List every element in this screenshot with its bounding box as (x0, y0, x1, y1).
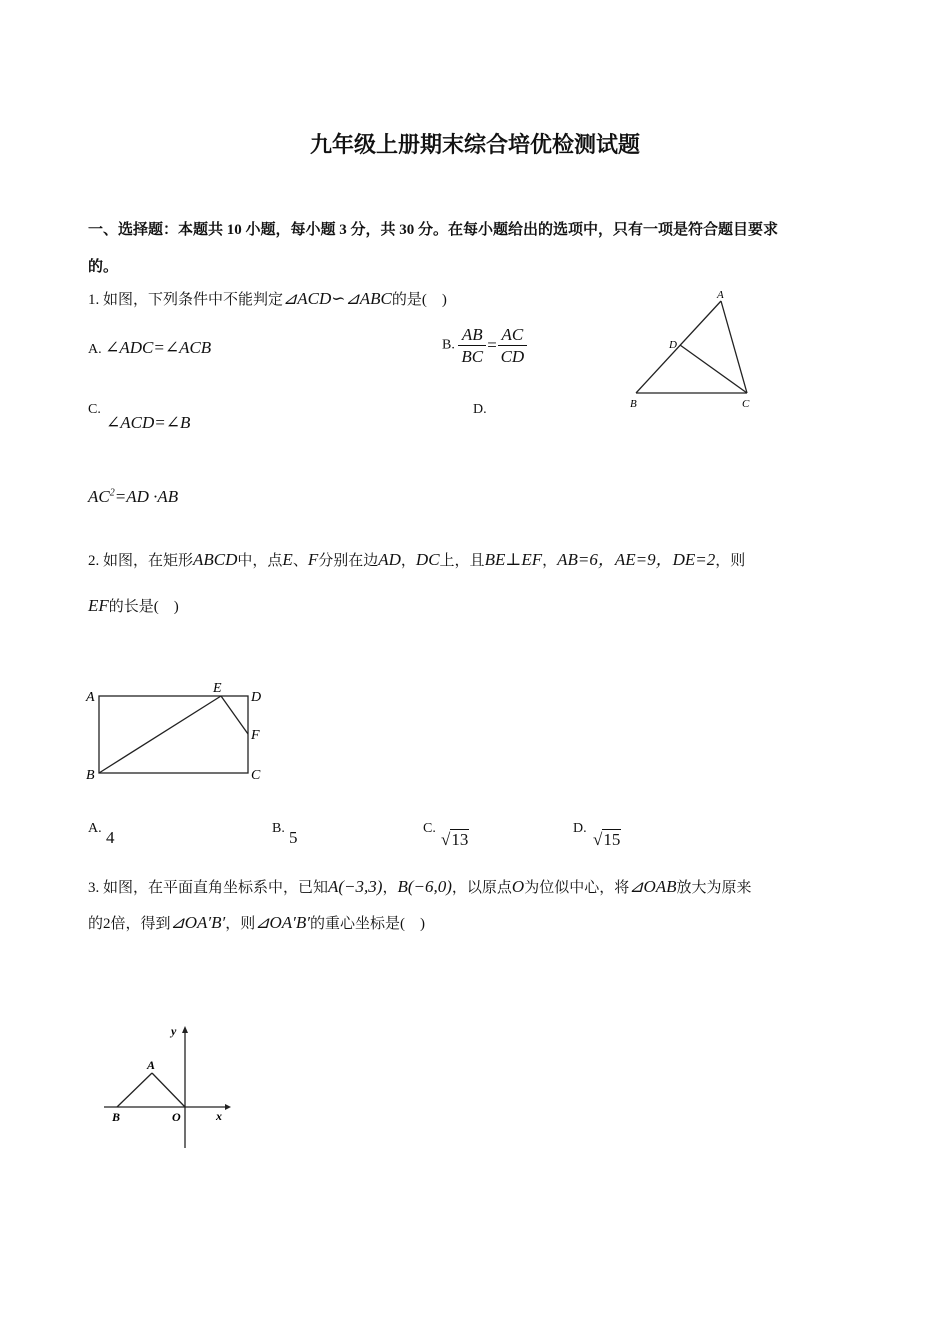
text: 3. 如图，在平面直角坐标系中，已知 (88, 880, 329, 896)
segment-ao (152, 1073, 185, 1107)
q2-stem-line1 (88, 545, 745, 570)
math-base: AC (88, 487, 110, 506)
q1-option-b[interactable] (442, 324, 527, 367)
text: 分别在边 (318, 553, 379, 569)
q1-stem-prefix: 1. 如图，下列条件中不能判定 (88, 292, 284, 308)
text: ， (542, 553, 558, 569)
math: ⊿OA′B′ (170, 913, 226, 932)
q2-option-a-label: A. (88, 821, 102, 836)
q1-option-c-label: C. (88, 402, 101, 417)
text: 为位似中心，将 (524, 880, 630, 896)
text: ， (400, 553, 416, 569)
text: ，则 (715, 553, 746, 569)
q1-stem (88, 288, 447, 309)
math-sup: 2 (109, 487, 115, 499)
q1-option-d-label[interactable]: D. (473, 402, 487, 417)
q2-option-b[interactable]: 5 (289, 828, 298, 847)
option-label: A. (88, 342, 102, 357)
label-o: O (172, 1110, 181, 1124)
section-header-line2: 的。 (88, 259, 119, 275)
text: ，则 (225, 916, 256, 932)
text: 中，点 (237, 553, 283, 569)
fraction-ac-cd (498, 324, 528, 367)
q3-stem-line2 (88, 912, 425, 933)
label-b: B (112, 1110, 121, 1124)
page-title: 九年级上册期末综合培优检测试题 (309, 132, 640, 157)
segment-be (99, 696, 221, 773)
math: ⊿OA′B′ (255, 913, 310, 932)
math: E (282, 550, 293, 569)
label-a: A (147, 1058, 156, 1072)
math: AD (378, 550, 401, 569)
label-d: D (669, 339, 677, 351)
label-f: F (251, 728, 260, 743)
q2-option-b-label: B. (272, 821, 285, 836)
edge-ac (721, 301, 747, 393)
math: F (307, 550, 319, 569)
text: 放大为原来 (676, 880, 752, 896)
q3-coordinate-figure (100, 1020, 240, 1155)
label-a: A (717, 289, 724, 301)
label-b: B (86, 768, 95, 783)
edge-ab (636, 301, 721, 393)
radicand: 15 (603, 830, 621, 849)
denominator: CD (500, 347, 525, 366)
segment-ef (221, 696, 248, 734)
text: 上，且 (439, 553, 485, 569)
q1-option-d[interactable] (88, 487, 178, 507)
denominator: BC (461, 347, 484, 366)
label-x: x (216, 1109, 222, 1123)
text: 的2倍，得到 (88, 916, 171, 932)
label-c: C (742, 398, 750, 410)
label-b: B (630, 398, 637, 410)
option-value: ∠ADC=∠ACB (105, 338, 212, 357)
label-d: D (251, 690, 262, 705)
text: 、 (292, 553, 308, 569)
equals-sign: = (486, 335, 498, 355)
segment-ba (117, 1073, 152, 1107)
q1-option-c[interactable]: ∠ACD=∠B (106, 413, 191, 432)
q1-stem-suffix: 的是( ) (391, 292, 447, 308)
label-c: C (251, 768, 261, 783)
option-label: B. (442, 337, 455, 353)
text: 的长是( ) (108, 599, 179, 615)
label-e: E (213, 681, 222, 696)
text: ，以原点 (451, 880, 512, 896)
q1-option-a[interactable] (88, 338, 211, 358)
text: 2. 如图，在矩形 (88, 553, 194, 569)
q3-stem-line1 (88, 876, 752, 897)
q2-option-d[interactable]: √15 (593, 830, 621, 849)
math-rest: =AD ·AB (114, 487, 179, 506)
q1-stem-math: ⊿ACD∽⊿ABC (283, 289, 392, 308)
rectangle-abcd (99, 696, 248, 773)
y-axis-arrow-icon (182, 1026, 188, 1033)
q2-option-c[interactable]: √13 (441, 830, 469, 849)
math: AB=6，AE=9，DE=2 (557, 550, 716, 569)
math: BE⊥EF (484, 550, 543, 569)
math: ⊿OAB (629, 877, 677, 896)
q2-rectangle-figure (82, 678, 272, 788)
math: A(−3,3) (328, 877, 383, 896)
numerator: AB (458, 324, 486, 346)
math: DC (415, 550, 440, 569)
label-a: A (86, 690, 95, 705)
x-axis-arrow-icon (225, 1104, 231, 1110)
radicand: 13 (451, 830, 469, 849)
math: ABCD (193, 550, 238, 569)
q2-option-d-label: D. (573, 821, 587, 836)
math: EF (88, 596, 109, 615)
numerator: AC (498, 324, 528, 346)
math: O (511, 877, 525, 896)
q2-option-c-label: C. (423, 821, 436, 836)
label-y: y (171, 1024, 177, 1038)
q2-stem-line2 (88, 595, 179, 616)
text: ， (382, 880, 398, 896)
section-header-line1: 一、选择题：本题共 10 小题，每小题 3 分，共 30 分。在每小题给出的选项中，只有一项是符合题目要求 (88, 222, 779, 238)
edge-dc (680, 345, 747, 393)
fraction-ab-bc (458, 324, 486, 367)
q1-triangle-figure (620, 285, 760, 413)
math: B(−6,0) (397, 877, 452, 896)
q2-option-a[interactable]: 4 (106, 828, 115, 847)
text: 的重心坐标是( ) (310, 916, 425, 932)
